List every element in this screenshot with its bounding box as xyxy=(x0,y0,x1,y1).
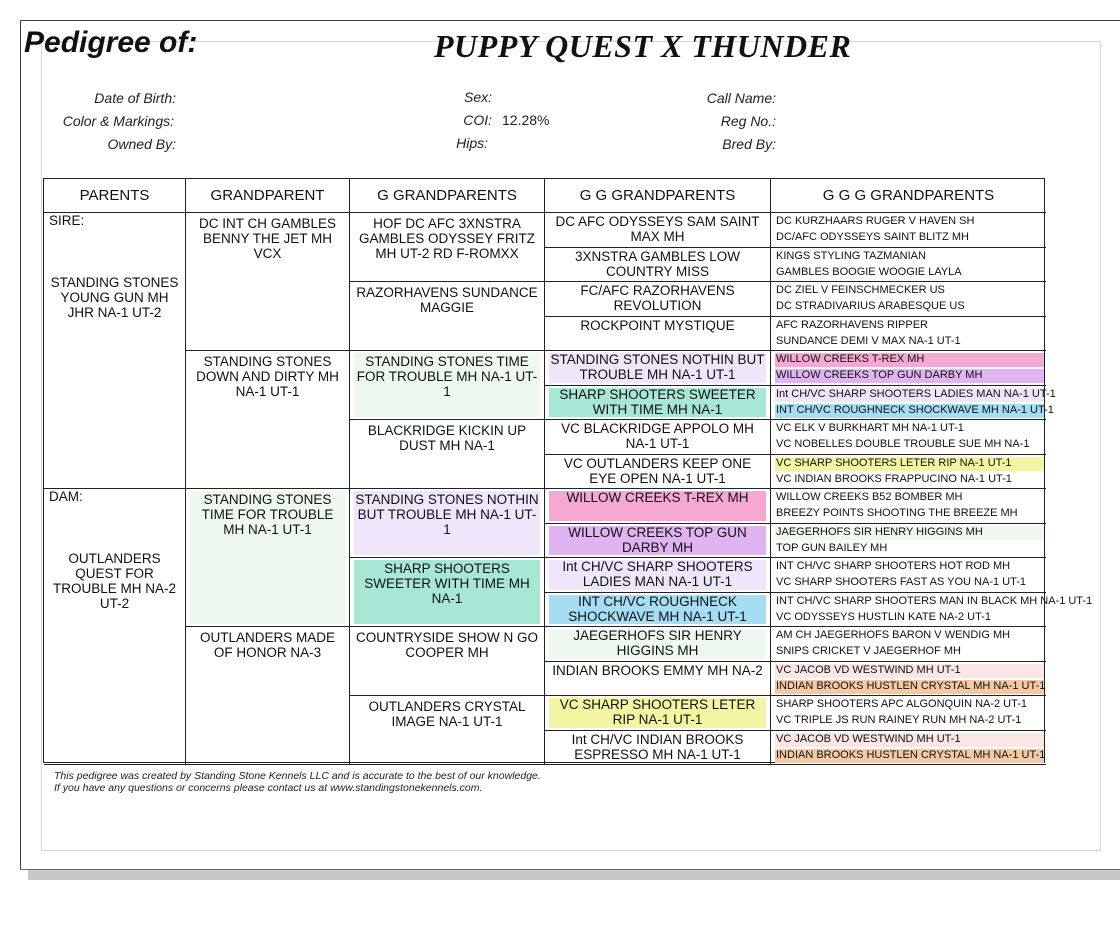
call-name-label: Call Name: xyxy=(706,90,776,106)
gg-grandparent-name: Int CH/VC INDIAN BROOKS ESPRESSO MH NA-1 UT-1 xyxy=(571,731,744,762)
grandparent-cell xyxy=(186,213,350,351)
ggg-grandparent-name: WILLOW CREEKS T-REX MH xyxy=(775,353,1044,367)
grandparent-name: DC INT CH GAMBLES BENNY THE JET MH VCX xyxy=(198,216,337,261)
g-grandparent-cell xyxy=(350,282,545,351)
gg-grandparent-cell xyxy=(545,317,771,352)
pedigree-table xyxy=(43,178,1093,763)
ggg-grandparent-name: WILLOW CREEKS TOP GUN DARBY MH xyxy=(775,369,1044,383)
gg-grandparent-cell xyxy=(545,662,771,697)
gg-grandparent-name: WILLOW CREEKS TOP GUN DARBY MH xyxy=(568,524,747,555)
gg-grandparent-name: VC OUTLANDERS KEEP ONE EYE OPEN NA-1 UT-1 xyxy=(563,455,752,486)
grandparent-name: STANDING STONES DOWN AND DIRTY MH NA-1 UT-1 xyxy=(196,354,339,399)
g-grandparent-name: SHARP SHOOTERS SWEETER WITH TIME MH NA-1 xyxy=(364,561,530,606)
gg-grandparent-cell xyxy=(545,627,771,662)
color-label: Color & Markings: xyxy=(62,113,174,129)
gg-grandparent-name: INT CH/VC ROUGHNECK SHOCKWAVE MH NA-1 UT-1 xyxy=(568,593,747,624)
g-grandparent-cell xyxy=(350,213,545,282)
sex-label: Sex: xyxy=(463,89,492,105)
g-grandparent-cell xyxy=(350,420,545,489)
ggg-grandparent-name: INDIAN BROOKS HUSTLEN CRYSTAL MH NA-1 UT-1 xyxy=(776,748,1046,761)
gg-grandparent-cell xyxy=(545,455,771,490)
gg-grandparent-cell xyxy=(545,351,771,386)
ggg-grandparent-name: DC KURZHAARS RUGER V HAVEN SH xyxy=(776,215,975,227)
ggg-grandparent-name: AM CH JAEGERHOFS BARON V WENDIG MH xyxy=(776,629,1011,641)
ggg-grandparent-cell xyxy=(771,731,1046,766)
gg-grandparent-name: Int CH/VC SHARP SHOOTERS LADIES MAN NA-1 UT-1 xyxy=(562,559,753,589)
ggg-grandparent-name: AFC RAZORHAVENS RIPPER xyxy=(776,318,928,331)
ggg-grandparent-cell xyxy=(771,282,1046,317)
gg-grandparent-cell xyxy=(545,248,771,283)
ggg-grandparent-cell xyxy=(771,420,1046,455)
dam-cell xyxy=(44,489,186,765)
gg-grandparent-cell xyxy=(545,420,771,455)
ggg-grandparent-name: VC ODYSSEYS HUSTLIN KATE NA-2 UT-1 xyxy=(776,610,991,623)
ggg-grandparent-name: VC INDIAN BROOKS FRAPPUCINO NA-1 UT-1 xyxy=(776,472,1012,485)
ggg-grandparent-name: Int CH/VC SHARP SHOOTERS LADIES MAN NA-1 UT-1 xyxy=(776,387,1056,400)
ggg-grandparent-name: WILLOW CREEKS B52 BOMBER MH xyxy=(776,491,963,503)
gg-grandparent-name: SHARP SHOOTERS SWEETER WITH TIME MH NA-1 xyxy=(559,386,756,417)
ggg-grandparent-name: VC ELK V BURKHART MH NA-1 UT-1 xyxy=(776,422,964,434)
dob-label: Date of Birth: xyxy=(94,90,176,106)
grandparent-cell xyxy=(186,489,350,627)
column-header: G G G GRANDPARENTS xyxy=(771,179,1046,213)
ggg-grandparent-name: VC TRIPLE JS RUN RAINEY RUN MH NA-2 UT-1 xyxy=(776,714,1022,726)
sire-name: STANDING STONES YOUNG GUN MH JHR NA-1 UT-2 xyxy=(50,275,179,320)
gg-grandparent-name: ROCKPOINT MYSTIQUE xyxy=(580,317,735,333)
dam-name: OUTLANDERS QUEST FOR TROUBLE MH NA-2 UT-2 xyxy=(52,551,177,611)
footer-line-2: If you have any questions or concerns please contact us at www.standingstonekennels.com. xyxy=(54,782,483,794)
ggg-grandparent-name: DC/AFC ODYSSEYS SAINT BLITZ MH xyxy=(776,231,969,243)
ggg-grandparent-cell xyxy=(771,317,1046,352)
g-grandparent-cell xyxy=(350,489,545,558)
ggg-grandparent-cell xyxy=(771,593,1093,628)
g-grandparent-name: BLACKRIDGE KICKIN UP DUST MH NA-1 xyxy=(367,423,527,453)
ggg-grandparent-cell xyxy=(771,558,1046,593)
ggg-grandparent-name: INT CH/VC SHARP SHOOTERS HOT ROD MH xyxy=(776,560,1011,572)
gg-grandparent-cell xyxy=(545,593,771,628)
ggg-grandparent-cell xyxy=(771,489,1046,524)
gg-grandparent-name: DC AFC ODYSSEYS SAM SAINT MAX MH xyxy=(555,214,760,244)
hips-label: Hips: xyxy=(456,135,488,151)
page-title: Pedigree of: xyxy=(24,26,198,59)
ggg-grandparent-cell xyxy=(771,627,1046,662)
gg-grandparent-name: FC/AFC RAZORHAVENS REVOLUTION xyxy=(580,283,735,313)
reg-no-label: Reg No.: xyxy=(720,113,776,129)
gg-grandparent-cell xyxy=(545,524,771,559)
ggg-grandparent-name: INT CH/VC SHARP SHOOTERS MAN IN BLACK MH NA-1 UT-1 xyxy=(776,594,1093,607)
ggg-grandparent-cell xyxy=(771,386,1056,421)
bred-by-label: Bred By: xyxy=(722,136,776,152)
gg-grandparent-name: 3XNSTRA GAMBLES LOW COUNTRY MISS xyxy=(574,248,741,279)
dog-name: PUPPY QUEST X THUNDER xyxy=(434,28,852,64)
gg-grandparent-cell xyxy=(545,558,771,593)
grandparent-name: STANDING STONES TIME FOR TROUBLE MH NA-1 UT-1 xyxy=(201,492,334,537)
sire-cell xyxy=(44,213,186,489)
g-grandparent-cell xyxy=(350,696,545,765)
grandparent-cell xyxy=(186,351,350,489)
ggg-grandparent-name: DC ZIEL V FEINSCHMECKER US xyxy=(776,284,945,296)
ggg-grandparent-name: VC JACOB VD WESTWIND MH UT-1 xyxy=(775,664,1044,678)
g-grandparent-name: STANDING STONES NOTHIN BUT TROUBLE MH NA-1 UT-1 xyxy=(355,492,539,537)
gg-grandparent-name: WILLOW CREEKS T-REX MH xyxy=(566,490,749,505)
ggg-grandparent-name: SNIPS CRICKET V JAEGERHOF MH xyxy=(776,645,961,657)
column-header: G GRANDPARENTS xyxy=(350,179,545,213)
gg-grandparent-name: INDIAN BROOKS EMMY MH NA-2 xyxy=(552,662,763,678)
ggg-grandparent-name: VC SHARP SHOOTERS FAST AS YOU NA-1 UT-1 xyxy=(776,576,1027,588)
footer-line-1: This pedigree was created by Standing Stone Kennels LLC and is accurate to the best of our knowledge. xyxy=(54,770,541,782)
ggg-grandparent-name: SUNDANCE DEMI V MAX NA-1 UT-1 xyxy=(776,334,961,347)
ggg-grandparent-cell xyxy=(771,696,1046,731)
coi-label: COI: xyxy=(463,112,492,128)
gg-grandparent-cell xyxy=(545,386,771,421)
ggg-grandparent-name: GAMBLES BOOGIE WOOGIE LAYLA xyxy=(776,265,962,278)
ggg-grandparent-cell xyxy=(771,662,1046,697)
ggg-grandparent-name: VC NOBELLES DOUBLE TROUBLE SUE MH NA-1 xyxy=(776,438,1030,450)
grandparent-name: OUTLANDERS MADE OF HONOR NA-3 xyxy=(199,630,336,660)
ggg-grandparent-cell xyxy=(771,213,1046,248)
ggg-grandparent-cell xyxy=(771,524,1046,559)
ggg-grandparent-name: SHARP SHOOTERS APC ALGONQUIN NA-2 UT-1 xyxy=(776,698,1028,710)
gg-grandparent-name: VC BLACKRIDGE APPOLO MH NA-1 UT-1 xyxy=(561,421,754,451)
ggg-grandparent-cell xyxy=(771,248,1046,283)
sire-label: SIRE: xyxy=(49,213,85,228)
column-header: G G GRANDPARENTS xyxy=(545,179,771,213)
ggg-grandparent-name: KINGS STYLING TAZMANIAN xyxy=(776,249,926,262)
dam-label: DAM: xyxy=(49,489,83,504)
coi-value: 12.28% xyxy=(502,112,550,128)
ggg-grandparent-name: DC STRADIVARIUS ARABESQUE US xyxy=(776,300,965,312)
g-grandparent-name: HOF DC AFC 3XNSTRA GAMBLES ODYSSEY FRITZ MH UT-2 RD F-ROMXX xyxy=(358,216,536,261)
footer-note xyxy=(54,770,541,794)
grandparent-cell xyxy=(186,627,350,765)
g-grandparent-name: OUTLANDERS CRYSTAL IMAGE NA-1 UT-1 xyxy=(368,699,526,729)
ggg-grandparent-name: JAEGERHOFS SIR HENRY HIGGINS MH xyxy=(775,526,1044,540)
gg-grandparent-cell xyxy=(545,489,771,524)
ggg-grandparent-name: INDIAN BROOKS HUSTLEN CRYSTAL MH NA-1 UT-1 xyxy=(776,679,1046,692)
g-grandparent-cell xyxy=(350,351,545,420)
ggg-grandparent-cell xyxy=(771,351,1046,386)
owned-label: Owned By: xyxy=(107,136,176,152)
gg-grandparent-cell xyxy=(545,213,771,248)
g-grandparent-cell xyxy=(350,627,545,696)
g-grandparent-name: RAZORHAVENS SUNDANCE MAGGIE xyxy=(356,285,538,315)
ggg-grandparent-name: VC SHARP SHOOTERS LETER RIP NA-1 UT-1 xyxy=(775,457,1044,471)
gg-grandparent-name: STANDING STONES NOTHIN BUT TROUBLE MH NA-1 UT-1 xyxy=(550,352,765,382)
column-header: GRANDPARENT xyxy=(186,179,350,213)
column-header: PARENTS xyxy=(44,179,186,213)
ggg-grandparent-cell xyxy=(771,455,1046,490)
ggg-grandparent-name: VC JACOB VD WESTWIND MH UT-1 xyxy=(775,733,1044,747)
g-grandparent-name: STANDING STONES TIME FOR TROUBLE MH NA-1 UT-1 xyxy=(356,354,538,399)
gg-grandparent-cell xyxy=(545,731,771,766)
g-grandparent-name: COUNTRYSIDE SHOW N GO COOPER MH xyxy=(355,630,538,660)
gg-grandparent-cell xyxy=(545,696,771,731)
ggg-grandparent-name: BREEZY POINTS SHOOTING THE BREEZE MH xyxy=(776,507,1018,519)
ggg-grandparent-name: TOP GUN BAILEY MH xyxy=(776,541,888,554)
ggg-grandparent-name: INT CH/VC ROUGHNECK SHOCKWAVE MH NA-1 UT-1 xyxy=(776,403,1054,416)
gg-grandparent-name: VC SHARP SHOOTERS LETER RIP NA-1 UT-1 xyxy=(559,697,756,727)
g-grandparent-cell xyxy=(350,558,545,627)
gg-grandparent-name: JAEGERHOFS SIR HENRY HIGGINS MH xyxy=(573,628,742,658)
gg-grandparent-cell xyxy=(545,282,771,317)
